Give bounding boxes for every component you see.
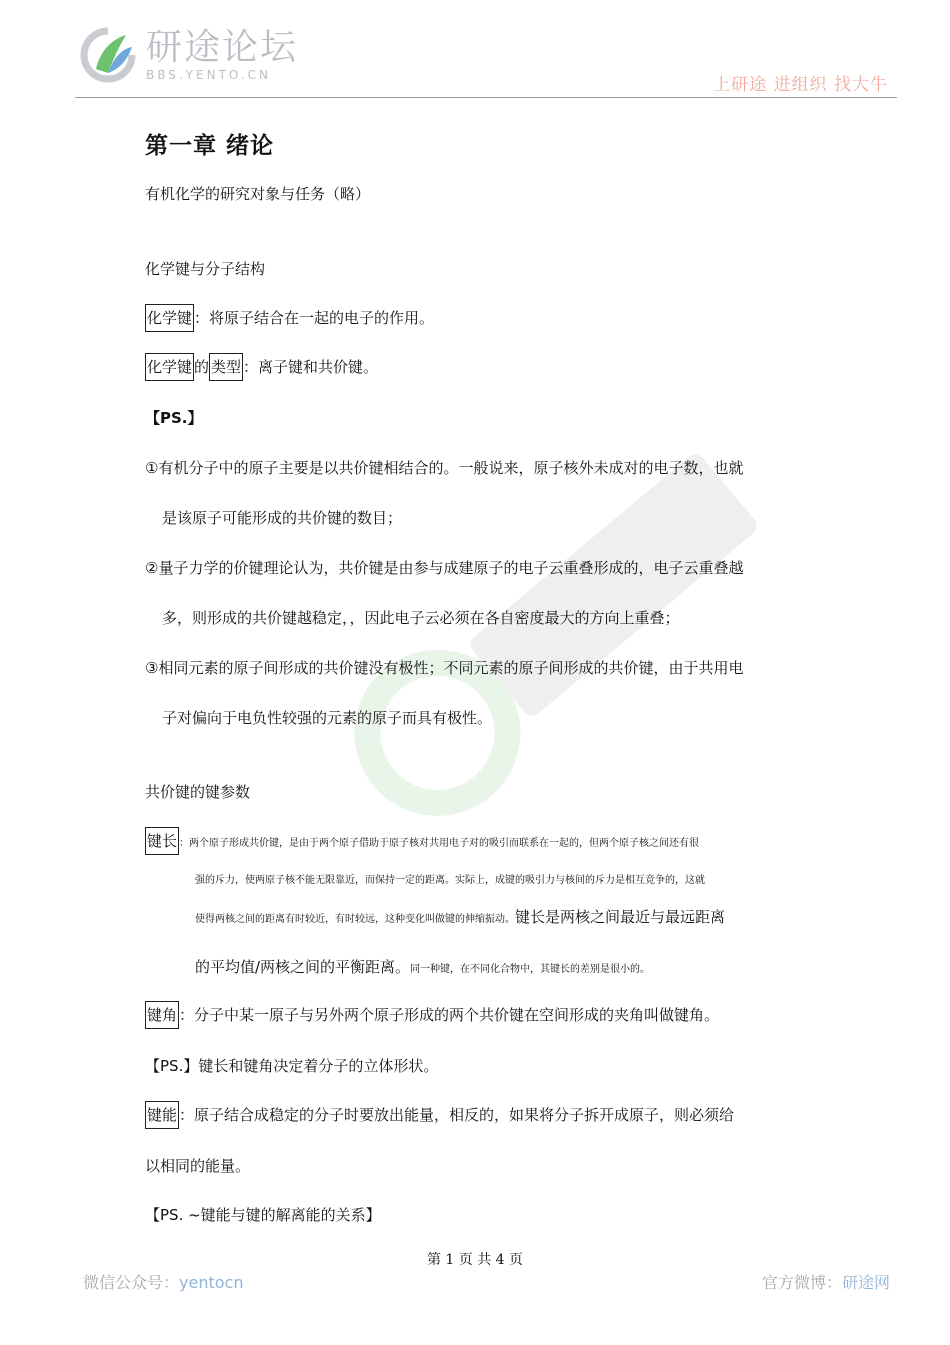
term-box: 键角 bbox=[145, 1001, 179, 1029]
wechat-label: 微信公众号： bbox=[83, 1273, 180, 1292]
definition-text: ：原子结合成稳定的分子时要放出能量，相反的，如果将分子拆开成原子，则必须给 bbox=[179, 1106, 735, 1124]
paragraph-line: 以相同的能量。 bbox=[145, 1157, 251, 1175]
paragraph-line: 是该原子可能形成的共价键的数目； bbox=[162, 509, 403, 527]
paragraph-line: ②量子力学的价键理论认为，共价键是由参与成建原子的电子云重叠形成的，电子云重叠越 bbox=[145, 559, 744, 577]
logo-icon bbox=[78, 25, 138, 85]
header-slogan: 上研途 进组织 找大牛 bbox=[713, 75, 888, 95]
paragraph-line: ③相同元素的原子间形成的共价键没有极性；不同元素的原子间形成的共价键，由于共用电 bbox=[145, 659, 744, 677]
watermark-logo bbox=[280, 420, 840, 840]
chapter-title: 第一章 绪论 bbox=[145, 133, 275, 159]
section-heading-parameters: 共价键的键参数 bbox=[145, 783, 251, 801]
ps-heading: 【PS.】 bbox=[145, 409, 203, 427]
footer-weibo bbox=[762, 1270, 890, 1293]
definition-bond-types bbox=[145, 353, 378, 381]
definition-bond-length bbox=[145, 827, 699, 855]
paragraph-line: 子对偏向于电负性较强的元素的原子而具有极性。 bbox=[162, 709, 493, 727]
section-line-1: 有机化学的研究对象与任务（略） bbox=[145, 185, 371, 203]
definition-chemical-bond bbox=[145, 304, 434, 332]
small-text: 同一种键，在不同化合物中，其键长的差别是很小的。 bbox=[410, 964, 651, 975]
large-text: 的平均值/两核之间的平衡距离。 bbox=[195, 958, 411, 976]
definition-text: ：分子中某一原子与另外两个原子形成的两个共价键在空间形成的夹角叫做键角。 bbox=[179, 1006, 720, 1024]
footer-wechat bbox=[83, 1270, 243, 1293]
definition-bond-angle bbox=[145, 1001, 719, 1029]
term-box: 化学键 bbox=[145, 353, 194, 381]
term-box: 类型 bbox=[209, 353, 243, 381]
page-header bbox=[0, 0, 950, 100]
wechat-id[interactable]: yentocn bbox=[179, 1273, 244, 1292]
term-box: 键能 bbox=[145, 1101, 179, 1129]
paragraph-line: ①有机分子中的原子主要是以共价键相结合的。一般说来，原子核外未成对的电子数，也就 bbox=[145, 459, 744, 477]
term-box: 键长 bbox=[145, 827, 179, 855]
large-text: 键长是两核之间最近与最远距离 bbox=[515, 908, 726, 926]
paragraph-line: 多，则形成的共价键越稳定，，因此电子云必须在各自密度最大的方向上重叠； bbox=[162, 609, 680, 627]
connector-text: 的 bbox=[194, 358, 210, 376]
section-heading-bonds: 化学键与分子结构 bbox=[145, 260, 266, 278]
logo-name: 研途论坛 bbox=[146, 27, 299, 68]
ps-heading-energy: 【PS. ~键能与键的解离能的关系】 bbox=[145, 1206, 381, 1224]
definition-text: ：两个原子形成共价键，是由于两个原子借助于原子核对共用电子对的吸引而联系在一起的，但两个原子核之间还有很 bbox=[179, 838, 700, 849]
small-text: 使得两核之间的距离有时较近，有时较远，这种变化叫做键的伸缩振动。 bbox=[195, 914, 515, 925]
definition-text: ：离子键和共价键。 bbox=[243, 358, 379, 376]
paragraph-line bbox=[195, 906, 725, 927]
definition-bond-energy bbox=[145, 1101, 734, 1129]
paragraph-line: 强的斥力，使两原子核不能无限靠近，而保持一定的距离。实际上，成键的吸引力与核间的斥力是相互竞争的，这就 bbox=[195, 875, 705, 886]
term-box: 化学键 bbox=[145, 304, 194, 332]
weibo-label: 官方微博： bbox=[761, 1273, 842, 1292]
logo-url: BBS.YENTO.CN bbox=[146, 68, 272, 82]
page-number: 第 1 页 共 4 页 bbox=[426, 1252, 524, 1268]
header-divider bbox=[75, 97, 897, 98]
ps-note: 【PS.】键长和键角决定着分子的立体形状。 bbox=[145, 1057, 439, 1075]
paragraph-line bbox=[195, 956, 650, 977]
logo[interactable] bbox=[78, 22, 298, 88]
definition-text: ：将原子结合在一起的电子的作用。 bbox=[194, 309, 435, 327]
logo-text bbox=[146, 28, 298, 82]
weibo-name[interactable]: 研途网 bbox=[841, 1273, 890, 1292]
